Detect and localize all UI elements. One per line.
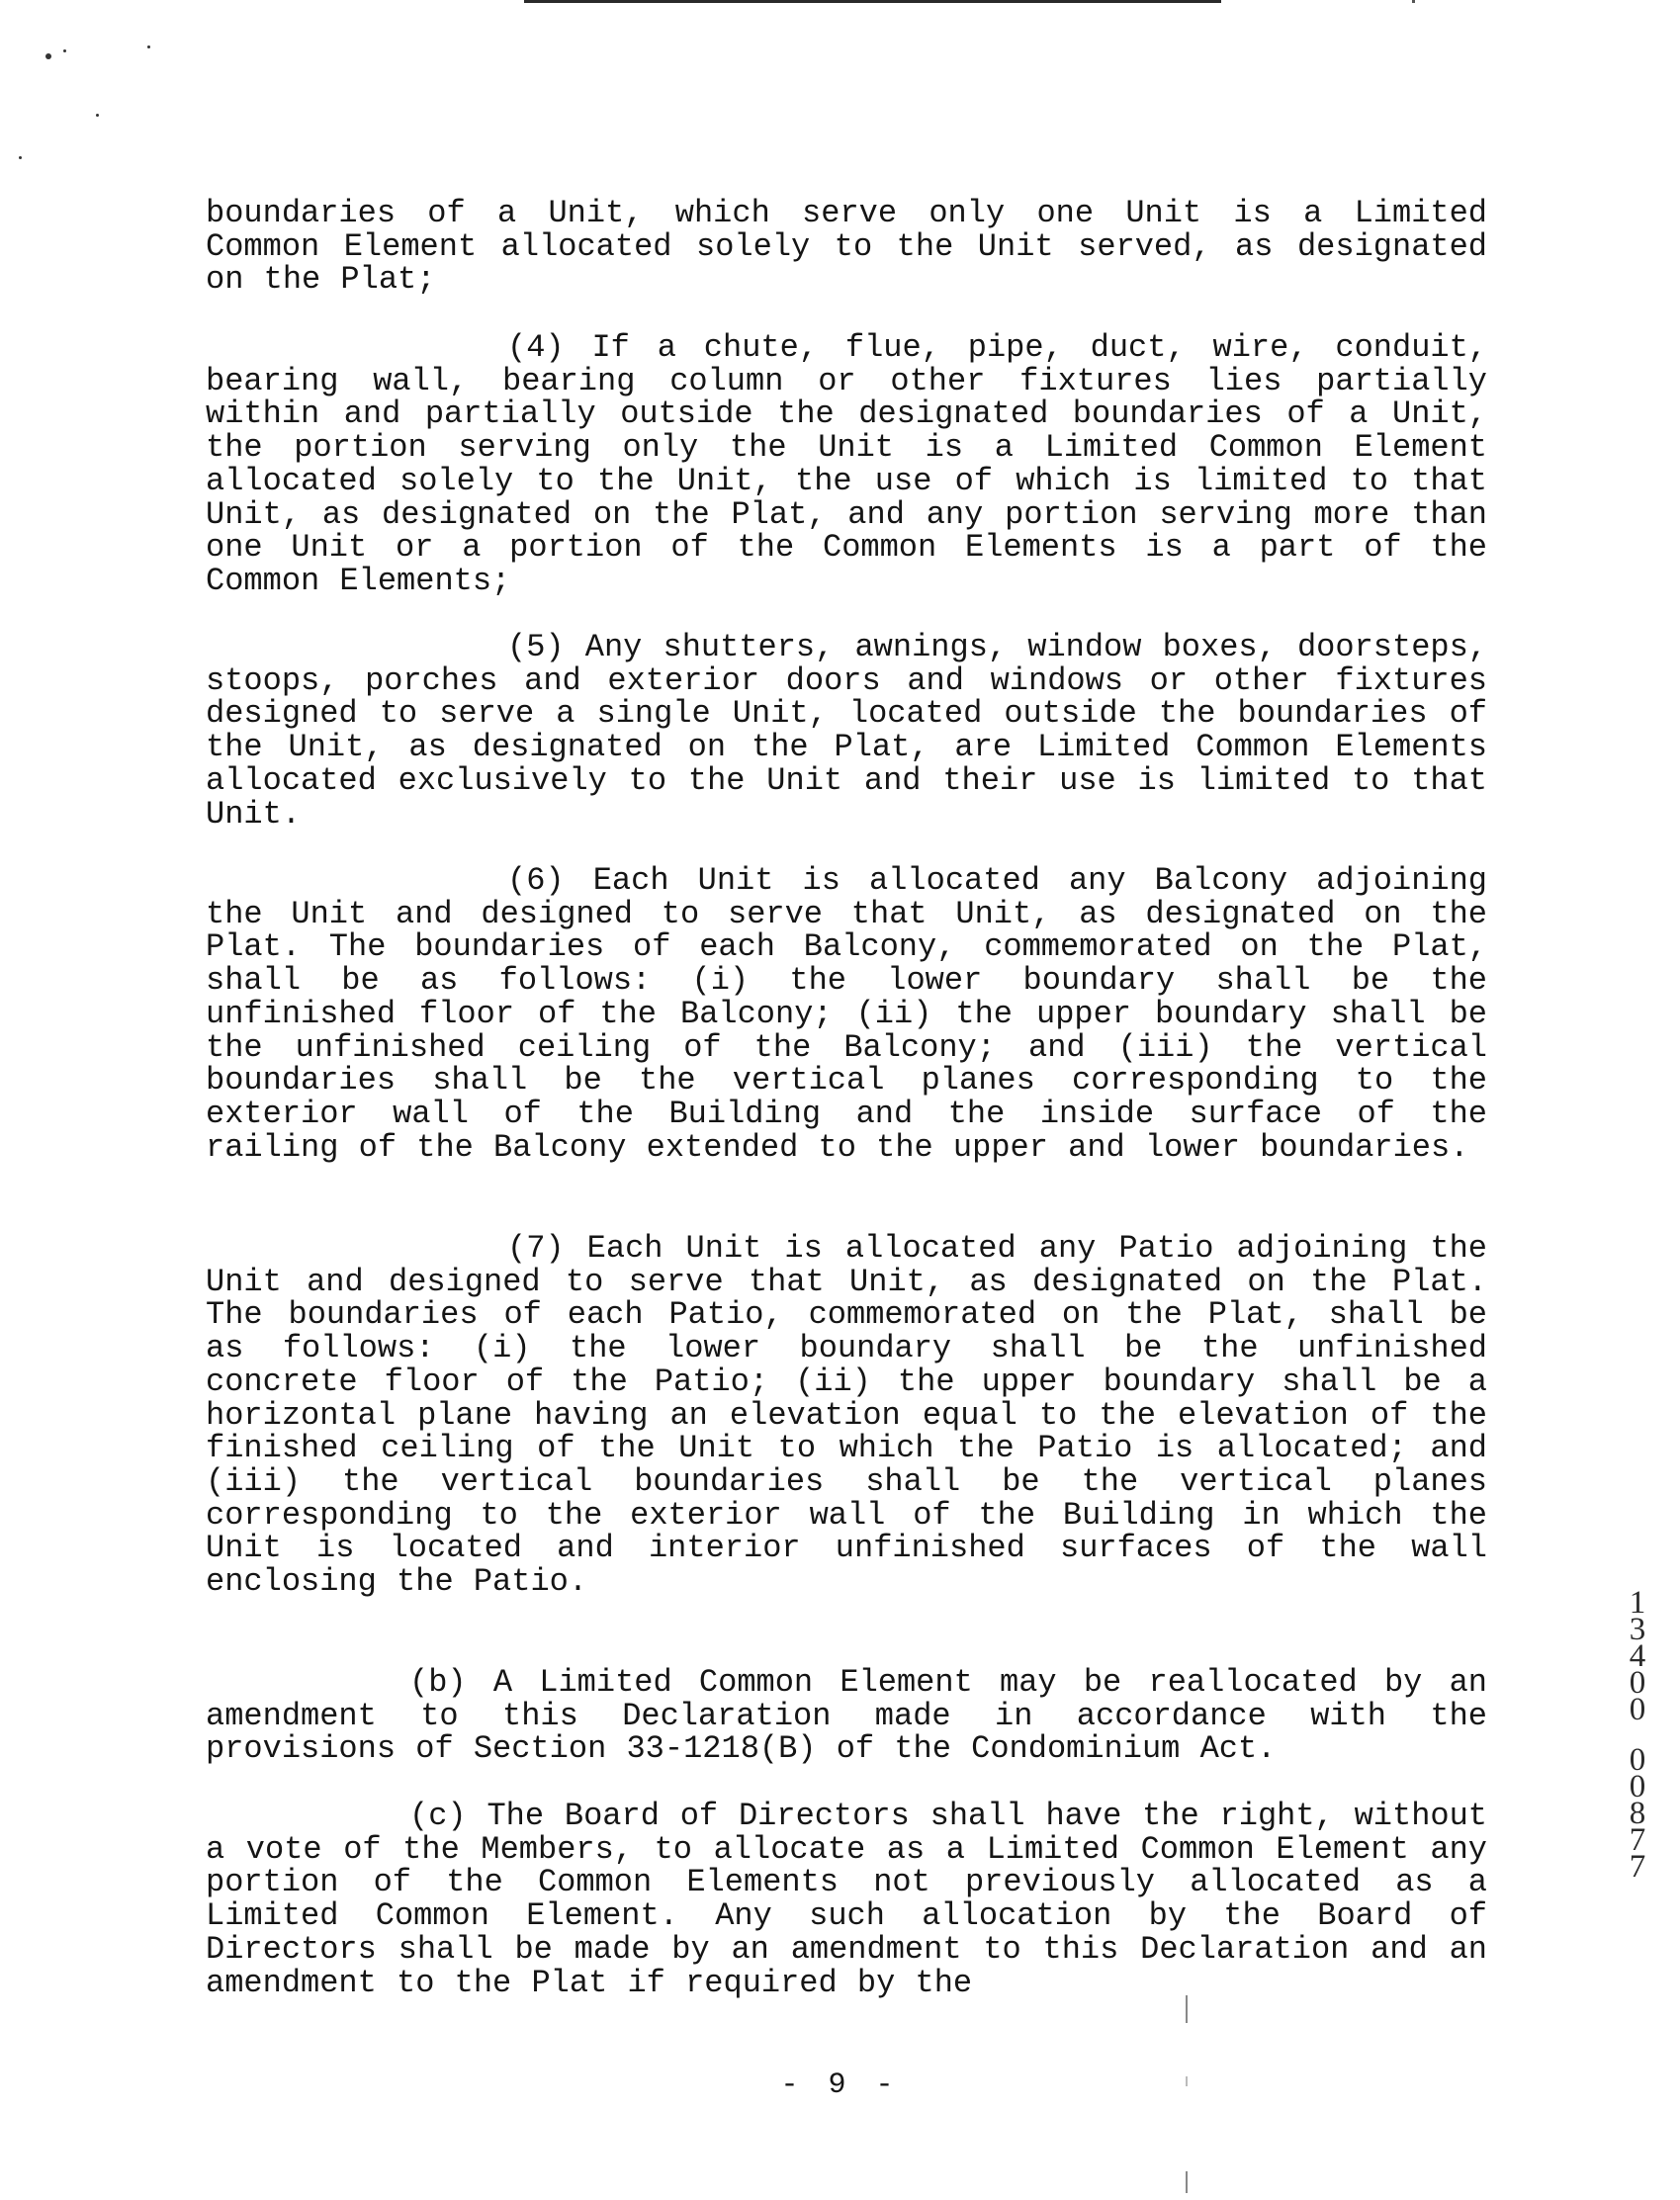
stamp-digit: 8 (1629, 1796, 1646, 1831)
scan-mark (1412, 0, 1415, 3)
stamp-digit: 7 (1629, 1849, 1646, 1885)
scan-mark (1186, 2076, 1188, 2086)
scan-mark (1186, 2171, 1188, 2193)
paragraph-item-7: (7) Each Unit is allocated any Patio adjoining the Unit and designed to serve that Unit, as designated on the Plat. The boundaries of each Patio, commemorated on the Plat, shall be as follows: (i) the lower boundary shall be the unfinished concrete floor of the Patio; (ii) the upper boundary shall be a horizontal plane having an elevation equal to the elevation of the finished ceiling of the Unit to which the Patio is allocated; and (iii) the vertical boundaries shall be the vertical planes corresponding to the exterior wall of the Building in which the Unit is located and interior unfinished surfaces of the wall enclosing the Patio. (206, 1230, 1487, 1601)
stamp-digit: 1 (1629, 1585, 1646, 1621)
scan-speck (96, 114, 99, 117)
recording-stamp (1618, 1585, 1657, 1885)
scan-speck (19, 156, 22, 159)
page-number: - 9 - (780, 2068, 900, 2102)
scan-mark (1186, 1995, 1188, 2023)
scan-speck (147, 45, 150, 48)
stamp-digit: 0 (1629, 1742, 1646, 1778)
paragraph-item-b: (b) A Limited Common Element may be reallocated by an amendment to this Declaration made in accordance with the provisions of Section 33-1218(B) of the Condominium Act. (206, 1664, 1487, 1768)
stamp-digit: 7 (1629, 1822, 1646, 1858)
stamp-digit: 3 (1629, 1612, 1646, 1647)
stamp-digit: 0 (1629, 1769, 1646, 1804)
paragraph-item-6: (6) Each Unit is allocated any Balcony adjoining the Unit and designed to serve that Unit, as designated on the Plat. The boundaries of each Balcony, commemorated on the Plat, shall be as follows: (i) the lower boundary shall be the unfinished floor of the Balcony; (ii) the upper boundary shall be the unfinished ceiling of the Balcony; and (iii) the vertical boundaries shall be the vertical planes corresponding to the exterior wall of the Building and the inside surface of the railing of the Balcony extended to the upper and lower boundaries. (206, 862, 1487, 1166)
stamp-digit: 4 (1629, 1638, 1646, 1674)
paragraph-item-4: (4) If a chute, flue, pipe, duct, wire, conduit, bearing wall, bearing column or other fixtures lies partially within and partially outside the designated boundaries of a Unit, the portion serving only the Unit is a Limited Common Element allocated solely to the Unit, the use of which is limited to that Unit, as designated on the Plat, and any portion serving more than one Unit or a portion of the Common Elements is a part of the Common Elements; (206, 329, 1487, 599)
paragraph-item-5: (5) Any shutters, awnings, window boxes, doorsteps, stoops, porches and exterior doors and windows or other fixtures designed to serve a single Unit, located outside the boundaries of the Unit, as designated on the Plat, are Limited Common Elements allocated exclusively to the Unit and their use is limited to that Unit. (206, 629, 1487, 833)
paragraph-continuation: boundaries of a Unit, which serve only one Unit is a Limited Common Element allocated solely to the Unit served, as designated on the Plat; (206, 195, 1487, 299)
stamp-digit: 0 (1629, 1665, 1646, 1701)
scan-top-rule (524, 0, 1221, 3)
scan-speck (45, 53, 51, 59)
paragraph-item-c: (c) The Board of Directors shall have the right, without a vote of the Members, to allocate as a Limited Common Element any portion of the Common Elements not previously allocated as a Limited Common Element. Any such allocation by the Board of Directors shall be made by an amendment to this Declaration and an amendment to the Plat if required by the (206, 1798, 1487, 2001)
stamp-digit: 0 (1629, 1692, 1646, 1727)
scan-speck (63, 49, 66, 52)
